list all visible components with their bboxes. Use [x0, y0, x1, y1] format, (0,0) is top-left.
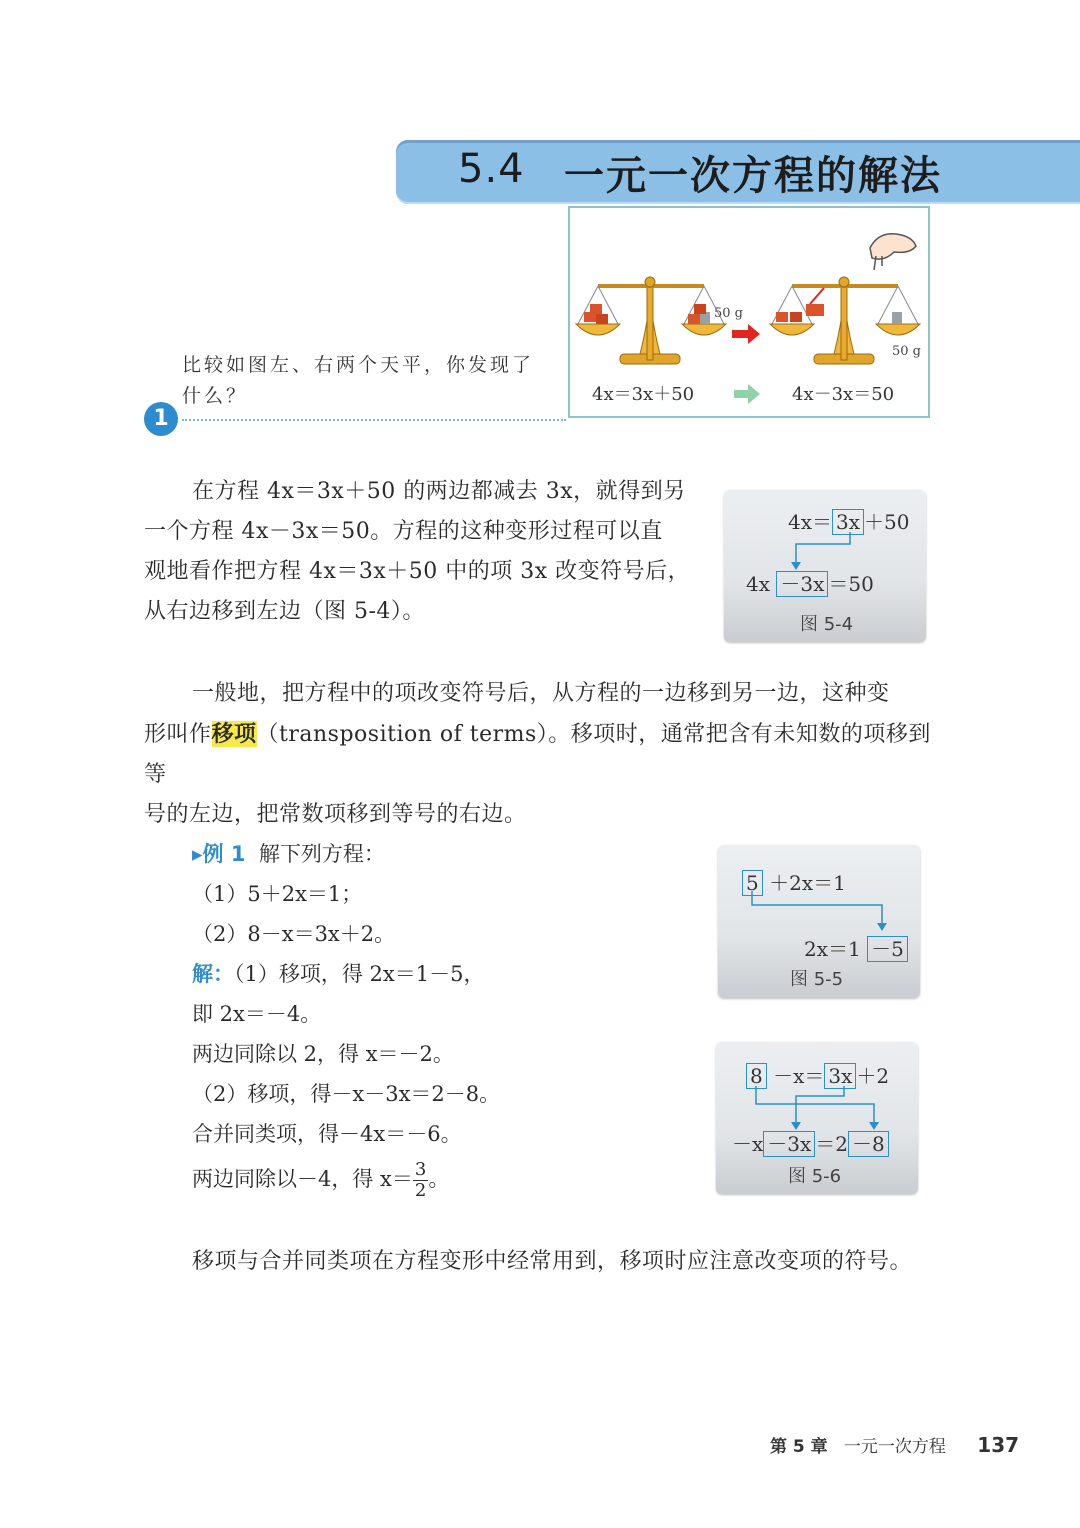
- solution-step-4: （2）移项，得－x－3x＝2－8。: [192, 1082, 501, 1106]
- figure-5-5: [718, 845, 920, 998]
- paragraph-definition: [144, 674, 944, 835]
- para2-line-2-post: （transposition of terms）。移项时，通常把含有未知数的项移到等: [144, 722, 931, 787]
- fig54-top-left: 4x＝: [788, 510, 833, 534]
- example-1-label: ▸例 1: [192, 842, 246, 866]
- figure-5-6: [716, 1042, 918, 1194]
- question-1-badge: 1: [144, 402, 178, 436]
- fig55-bottom-boxed-term: －5: [867, 936, 908, 962]
- solution-step-2: 即 2x＝－4。: [192, 1002, 322, 1026]
- red-arrow-icon: [732, 324, 760, 344]
- fig54-bottom-boxed-term: －3x: [776, 571, 828, 597]
- solution-step-6-end: 。: [428, 1167, 450, 1191]
- fig55-caption: 图 5-5: [790, 969, 844, 990]
- fig55-top-boxed-term: 5: [742, 870, 763, 896]
- fig54-bottom-right: ＝50: [828, 572, 874, 596]
- fig54-bottom-left: 4x: [746, 572, 771, 596]
- para2-line-3: 号的左边，把常数项移到等号的右边。: [144, 802, 527, 827]
- solution-step-5: 合并同类项，得－4x＝－6。: [192, 1122, 462, 1146]
- fig56-top-boxed-const: 8: [746, 1063, 767, 1089]
- para1-line-1: 在方程 4x＝3x＋50 的两边都减去 3x，就得到另: [192, 479, 686, 504]
- problem-1: （1）5＋2x＝1；: [192, 882, 363, 906]
- figure-5-4: [724, 490, 926, 642]
- page-number: 137: [977, 1433, 1020, 1457]
- fig56-bottom-boxed-const: －8: [848, 1131, 889, 1157]
- closing-remark: 移项与合并同类项在方程变形中经常用到，移项时应注意改变项的符号。: [192, 1249, 913, 1274]
- para2-line-1: 一般地，把方程中的项改变符号后，从方程的一边移到另一边，这种变: [192, 681, 890, 706]
- question-divider: [182, 419, 566, 421]
- term-transposition: 移项: [211, 721, 257, 747]
- fig55-bottom-left: 2x＝1: [804, 937, 861, 961]
- fig56-top-end: ＋2: [856, 1064, 890, 1088]
- fraction-3-over-2: $\frac{3}{2}$: [414, 1159, 427, 1201]
- para1-line-3: 观地看作把方程 4x＝3x＋50 中的项 3x 改变符号后，: [144, 559, 691, 584]
- green-arrow-icon: [734, 384, 760, 404]
- section-title-banner: [396, 140, 1080, 204]
- question-1-text: 比较如图左、右两个天平，你发现了什么？: [182, 354, 535, 407]
- para1-line-2: 一个方程 4x－3x＝50。方程的这种变形过程可以直: [144, 519, 663, 544]
- page-footer: [770, 1432, 1019, 1457]
- solution-step-6-text: 两边同除以－4，得 x＝: [192, 1167, 413, 1191]
- balance-equation-left: 4x＝3x＋50: [592, 384, 695, 405]
- example-1: [192, 834, 692, 1224]
- problem-2: （2）8－x＝3x＋2。: [192, 922, 396, 946]
- para1-line-4: 从右边移到左边（图 5-4）。: [144, 599, 425, 624]
- para2-line-2-pre: 形叫作: [144, 722, 212, 747]
- fig56-bottom-boxed-term: －3x: [763, 1131, 815, 1157]
- fig54-top-right: ＋50: [864, 510, 910, 534]
- weight-label-right: 50 g: [892, 344, 921, 359]
- fig54-top-boxed-term: 3x: [832, 509, 864, 535]
- weight-label-left: 50 g: [714, 306, 743, 321]
- fig56-top-boxed-term: 3x: [824, 1063, 856, 1089]
- footer-chapter: 第 5 章: [770, 1437, 828, 1457]
- balance-figure: [568, 206, 930, 418]
- example-1-prompt: 解下列方程：: [258, 842, 385, 866]
- solution-label: 解：: [192, 962, 234, 986]
- solution-step-1: （1）移项，得 2x＝1－5，: [234, 962, 485, 986]
- footer-chapter-title: 一元一次方程: [843, 1437, 946, 1457]
- fig56-top-mid: －x＝: [773, 1064, 825, 1088]
- hand-icon: [870, 234, 916, 270]
- solution-step-6: [192, 1160, 449, 1201]
- fig55-top-rest: ＋2x＝1: [769, 871, 846, 895]
- balance-equation-right: 4x－3x＝50: [792, 384, 895, 405]
- solution-step-3: 两边同除以 2，得 x＝－2。: [192, 1042, 454, 1066]
- fig54-caption: 图 5-4: [800, 614, 854, 635]
- section-title: 一元一次方程的解法: [564, 153, 942, 199]
- fig56-bottom-mid: ＝2: [815, 1132, 849, 1156]
- paragraph-subtract: [144, 472, 704, 632]
- section-number: 5.4: [458, 146, 525, 192]
- fig56-caption: 图 5-6: [788, 1166, 842, 1187]
- fig56-bottom-left: －x: [732, 1132, 764, 1156]
- left-balance-icon: [576, 277, 726, 364]
